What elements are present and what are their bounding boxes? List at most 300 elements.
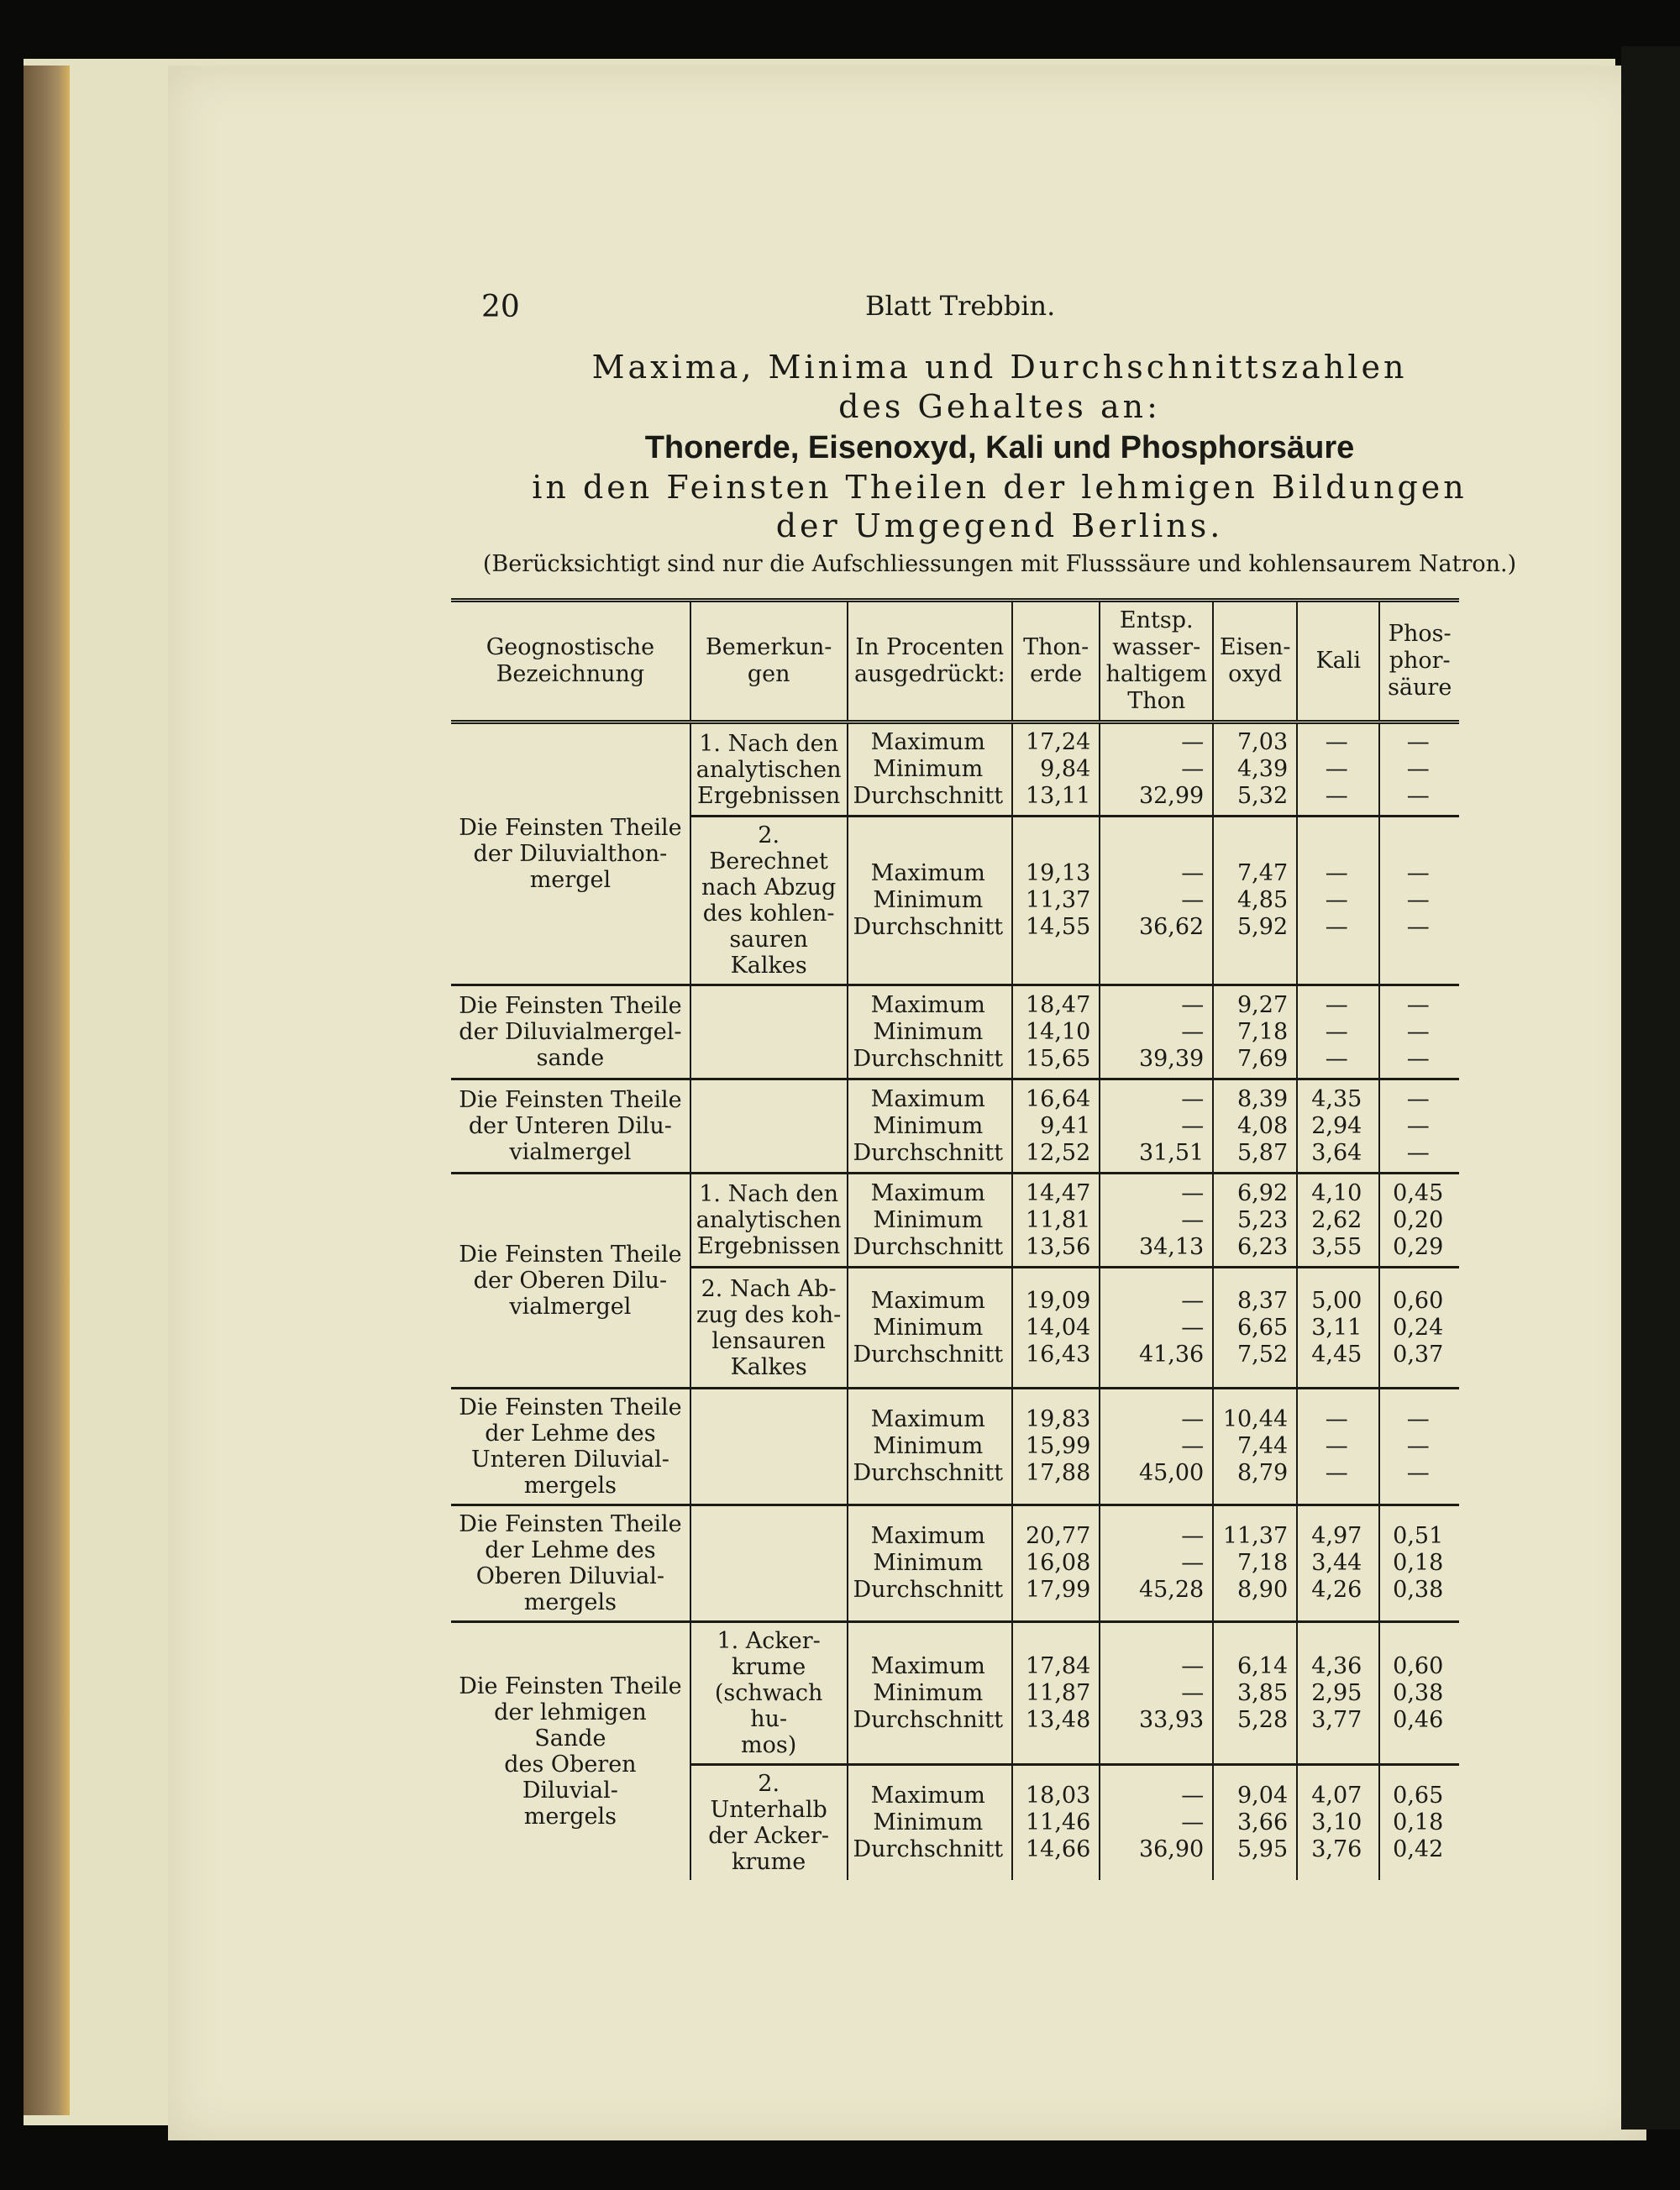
stat-labels-line: Minimum (873, 1314, 984, 1341)
value-kali-line: 3,55 (1311, 1233, 1362, 1260)
header-geognostische-bezeichnung (451, 601, 690, 722)
value-kali-line: — (1325, 783, 1348, 809)
value-eisen-line: 7,44 (1237, 1433, 1289, 1459)
geognostic-name-line: der Diluvialthon- (473, 841, 668, 867)
value-kali-line: 4,07 (1311, 1783, 1362, 1809)
value-phos-line: 0,24 (1393, 1314, 1444, 1341)
stat-labels-line: Maximum (870, 1523, 985, 1549)
remark-cell-line: 2. Berechnet (709, 822, 828, 874)
value-thon-line: — (1181, 887, 1205, 913)
value-eisen-line: 4,08 (1237, 1112, 1289, 1139)
remark-cell (690, 1622, 848, 1765)
value-kali-line: — (1325, 729, 1348, 755)
value-thonerde-line: 17,84 (1025, 1652, 1091, 1679)
geognostic-name-line: der Lehme des (485, 1421, 656, 1447)
header-bemerkungen-line: gen (747, 661, 790, 687)
stat-labels-line: Durchschnitt (853, 1233, 1004, 1260)
value-phos-line: — (1406, 756, 1430, 782)
geognostic-name-line: der Diluvialmergel- (459, 1019, 682, 1045)
value-kali-line: 4,26 (1311, 1577, 1362, 1603)
value-kali-line: 3,77 (1311, 1706, 1362, 1733)
geognostic-name-line: Die Feinsten Theile (459, 1394, 682, 1421)
value-thon-line: — (1181, 1287, 1205, 1314)
value-thon-line: 36,62 (1138, 914, 1205, 940)
value-thon (1100, 1765, 1213, 1881)
value-kali-line: 2,62 (1311, 1206, 1362, 1233)
geognostic-name-line: Die Feinsten Theile (459, 815, 682, 841)
header-bemerkungen-line: Bemerkun- (705, 634, 832, 660)
value-kali-line: 4,97 (1311, 1523, 1362, 1549)
remark-cell (690, 1505, 848, 1622)
remark-cell-line: 2. Nach Ab- (701, 1275, 837, 1302)
geognostic-name (451, 1505, 690, 1622)
geognostic-name-line: der Oberen Dilu- (473, 1268, 668, 1294)
header-phosphorsaeure-line: säure (1388, 675, 1452, 701)
stat-labels-line: Maximum (870, 729, 985, 755)
stat-labels (848, 1622, 1013, 1765)
value-phos-line: — (1406, 729, 1430, 755)
value-thonerde (1012, 1505, 1100, 1622)
title-line-1: Maxima, Minima und Durchschnittszahlen (591, 349, 1408, 386)
stat-labels (848, 1389, 1013, 1505)
value-phos-line: 0,65 (1393, 1783, 1444, 1809)
value-thon-line: — (1181, 729, 1205, 755)
value-thon-line: — (1181, 1652, 1205, 1679)
value-thonerde-line: 16,08 (1025, 1550, 1091, 1576)
value-eisen-line: 3,85 (1237, 1679, 1289, 1706)
value-phos (1379, 1622, 1459, 1765)
value-thonerde (1012, 1268, 1100, 1389)
value-eisen-line: 11,37 (1222, 1523, 1289, 1549)
value-eisen-line: 8,39 (1237, 1085, 1289, 1112)
value-eisen (1213, 1174, 1297, 1268)
remark-cell-line: der Acker- (708, 1823, 830, 1849)
value-thon-line: — (1181, 1433, 1205, 1459)
value-thon-line: — (1181, 1523, 1205, 1549)
value-eisen-line: 7,03 (1237, 729, 1289, 755)
value-phos-line: — (1406, 991, 1430, 1018)
remark-cell-line: des kohlen- (702, 901, 835, 927)
value-kali (1297, 1765, 1379, 1881)
stat-labels-line: Durchschnitt (853, 1706, 1004, 1733)
geognostic-name-line: Oberen Diluvial- (475, 1563, 665, 1589)
value-phos-line: — (1406, 887, 1430, 913)
value-thonerde-line: 13,11 (1025, 783, 1091, 809)
header-entsp-wasserhaltigem-thon-line: wasser- (1112, 634, 1201, 660)
value-thonerde-line: 14,55 (1025, 914, 1091, 940)
value-eisen (1213, 817, 1297, 985)
value-eisen-line: 6,65 (1237, 1314, 1289, 1341)
value-kali (1297, 1174, 1379, 1268)
value-eisen (1213, 1765, 1297, 1881)
value-thon-line: — (1181, 1783, 1205, 1809)
header-eisenoxyd-line: Eisen- (1219, 634, 1291, 660)
stat-labels-line: Minimum (873, 1809, 984, 1836)
value-eisen (1213, 722, 1297, 817)
stat-labels-line: Durchschnitt (853, 1139, 1004, 1166)
geognostic-name-line: mergels (523, 1589, 617, 1615)
value-thon-line: — (1181, 1179, 1205, 1206)
geognostic-name-line: Die Feinsten Theile (459, 1511, 682, 1537)
remark-cell (690, 985, 848, 1079)
title-line-5: der Umgegend Berlins. (775, 507, 1224, 544)
geognostic-name-line: des Oberen Diluvial- (504, 1751, 637, 1804)
value-phos-line: 0,20 (1393, 1206, 1444, 1233)
value-thon-line: 33,93 (1138, 1706, 1205, 1733)
value-thonerde-line: 13,56 (1025, 1233, 1091, 1260)
header-bemerkungen (690, 601, 848, 722)
value-thon-line: 32,99 (1138, 783, 1205, 809)
table-body (451, 722, 1459, 1881)
remark-cell-line: analytischen (696, 1207, 842, 1233)
remark-cell-line: 1. Nach den (699, 730, 839, 757)
stat-labels-line: Maximum (870, 1652, 985, 1679)
geognostic-name-line: mergels (523, 1473, 617, 1499)
stat-labels (848, 1765, 1013, 1881)
value-thon-line: 34,13 (1138, 1233, 1205, 1260)
header-in-procenten-line: ausgedrückt: (853, 661, 1005, 687)
header-thonerde-line: erde (1030, 661, 1083, 687)
value-thonerde-line: 14,10 (1025, 1018, 1091, 1045)
remark-cell-line: sauren (729, 927, 808, 953)
value-eisen-line: 9,04 (1237, 1783, 1289, 1809)
remark-cell-line: Kalkes (730, 953, 807, 979)
value-thon (1100, 985, 1213, 1079)
remark-cell-line: zug des koh- (696, 1301, 842, 1328)
remark-cell-line: 2. Unterhalb (710, 1771, 827, 1823)
value-thonerde (1012, 1079, 1100, 1174)
stat-labels-line: Durchschnitt (853, 1836, 1004, 1862)
stat-labels (848, 722, 1013, 817)
stat-labels-line: Minimum (873, 756, 984, 782)
value-thon (1100, 1079, 1213, 1174)
header-kali (1297, 601, 1379, 722)
stat-labels-line: Durchschnitt (853, 1577, 1004, 1603)
stat-labels-line: Maximum (870, 991, 985, 1018)
value-phos-line: 0,46 (1393, 1706, 1444, 1733)
remark-cell (690, 1268, 848, 1389)
value-thonerde (1012, 985, 1100, 1079)
value-eisen (1213, 985, 1297, 1079)
stat-labels (848, 1079, 1013, 1174)
value-kali-line: — (1325, 1433, 1348, 1459)
value-thonerde-line: 19,09 (1025, 1287, 1091, 1314)
value-phos (1379, 1174, 1459, 1268)
value-thon (1100, 1174, 1213, 1268)
remark-cell-line: mos) (741, 1732, 797, 1758)
value-eisen-line: 7,69 (1237, 1045, 1289, 1072)
table-row (451, 722, 1459, 817)
value-phos (1379, 1268, 1459, 1389)
stat-labels-line: Minimum (873, 1018, 984, 1045)
title-line-4: in den Feinsten Theilen der lehmigen Bildungen (532, 469, 1467, 506)
table-row (451, 1079, 1459, 1174)
geognostic-name-line: vialmergel (509, 1139, 632, 1165)
header-thonerde (1012, 601, 1100, 722)
value-kali-line: 2,95 (1311, 1679, 1362, 1706)
value-kali-line: 3,44 (1311, 1550, 1362, 1576)
value-phos-line: — (1406, 914, 1430, 940)
remark-cell-line: nach Abzug (701, 874, 837, 901)
value-thon-line: 45,28 (1138, 1577, 1205, 1603)
stat-labels-line: Maximum (870, 1287, 985, 1314)
value-thonerde-line: 20,77 (1025, 1523, 1091, 1549)
value-eisen-line: 9,27 (1237, 991, 1289, 1018)
value-thonerde-line: 11,81 (1025, 1206, 1091, 1233)
value-phos-line: — (1406, 860, 1430, 886)
header-in-procenten (848, 601, 1013, 722)
stat-labels-line: Durchschnitt (853, 1045, 1004, 1072)
value-phos-line: — (1406, 1045, 1430, 1072)
geognostic-name-line: der Unteren Dilu- (468, 1113, 672, 1139)
value-phos-line: — (1406, 1433, 1430, 1459)
geognostic-name (451, 1079, 690, 1174)
value-phos-line: 0,18 (1393, 1809, 1444, 1836)
geognostic-name (451, 985, 690, 1079)
value-kali (1297, 817, 1379, 985)
value-phos-line: — (1406, 1085, 1430, 1112)
value-eisen-line: 5,23 (1237, 1206, 1289, 1233)
value-phos-line: 0,60 (1393, 1652, 1444, 1679)
value-thonerde-line: 9,41 (1040, 1112, 1091, 1139)
value-kali-line: — (1325, 1045, 1348, 1072)
value-kali-line: — (1325, 887, 1348, 913)
geognostic-name (451, 1389, 690, 1505)
value-thonerde-line: 14,66 (1025, 1836, 1091, 1862)
value-kali (1297, 1622, 1379, 1765)
value-phos-line: 0,37 (1393, 1341, 1444, 1368)
value-kali (1297, 985, 1379, 1079)
value-kali-line: — (1325, 991, 1348, 1018)
value-thon-line: 39,39 (1138, 1045, 1205, 1072)
value-kali (1297, 1505, 1379, 1622)
value-kali-line: 3,64 (1311, 1139, 1362, 1166)
value-kali-line: — (1325, 756, 1348, 782)
remark-cell (690, 1389, 848, 1505)
value-phos-line: 0,38 (1393, 1679, 1444, 1706)
geognostic-name-line: Die Feinsten Theile (459, 1242, 682, 1268)
value-thonerde-line: 15,99 (1025, 1433, 1091, 1459)
value-kali-line: 3,76 (1311, 1836, 1362, 1862)
value-thon (1100, 1389, 1213, 1505)
value-thonerde-line: 13,48 (1025, 1706, 1091, 1733)
value-kali (1297, 1079, 1379, 1174)
stat-labels-line: Minimum (873, 1112, 984, 1139)
value-thonerde (1012, 722, 1100, 817)
header-geognostische-bezeichnung-line: Bezeichnung (496, 661, 645, 687)
header-entsp-wasserhaltigem-thon (1100, 601, 1213, 722)
remark-cell-line: 1. Nach den (699, 1181, 839, 1207)
value-kali-line: 3,11 (1311, 1314, 1362, 1341)
value-thonerde (1012, 1389, 1100, 1505)
header-eisenoxyd-line: oxyd (1228, 661, 1283, 687)
stat-labels (848, 1505, 1013, 1622)
value-kali-line: 3,10 (1311, 1809, 1362, 1836)
value-eisen-line: 5,95 (1237, 1836, 1289, 1862)
value-thon-line: 31,51 (1138, 1139, 1205, 1166)
value-thon-line: 41,36 (1138, 1341, 1205, 1368)
value-eisen-line: 6,23 (1237, 1233, 1289, 1260)
title-line-2: des Gehaltes an: (838, 388, 1161, 425)
stat-labels-line: Durchschnitt (853, 1341, 1004, 1368)
remark-cell-line: analytischen (696, 756, 842, 783)
value-phos-line: — (1406, 1139, 1430, 1166)
page-number: 20 (481, 290, 520, 324)
header-entsp-wasserhaltigem-thon-line: Thon (1127, 688, 1186, 714)
value-phos-line: 0,51 (1393, 1523, 1444, 1549)
value-thonerde-line: 14,47 (1025, 1179, 1091, 1206)
value-kali-line: 2,94 (1311, 1112, 1362, 1139)
value-thon-line: — (1181, 1314, 1205, 1341)
stat-labels-line: Maximum (870, 1179, 985, 1206)
value-thon-line: 36,90 (1138, 1836, 1205, 1862)
header-phosphorsaeure-line: Phos- (1388, 621, 1452, 647)
value-thonerde (1012, 1174, 1100, 1268)
header-phosphorsaeure (1379, 601, 1459, 722)
value-eisen-line: 5,87 (1237, 1139, 1289, 1166)
header-eisenoxyd (1213, 601, 1297, 722)
value-kali-line: 4,45 (1311, 1341, 1362, 1368)
remark-cell-line: Ergebnissen (697, 1233, 841, 1259)
header-phosphorsaeure-line: phor- (1389, 648, 1451, 674)
value-thonerde-line: 15,65 (1025, 1045, 1091, 1072)
value-phos-line: 0,60 (1393, 1287, 1444, 1314)
geognostic-name-line: mergel (529, 867, 612, 893)
remark-cell-line: krume (732, 1849, 806, 1875)
value-thonerde-line: 17,24 (1025, 729, 1091, 755)
value-thon (1100, 1622, 1213, 1765)
value-thon-line: — (1181, 1018, 1205, 1045)
value-phos-line: 0,18 (1393, 1550, 1444, 1576)
value-thon (1100, 817, 1213, 985)
remark-cell (690, 722, 848, 817)
value-thonerde-line: 16,43 (1025, 1341, 1091, 1368)
geognostic-name-line: sande (536, 1045, 605, 1071)
table-row (451, 1389, 1459, 1505)
value-thonerde-line: 19,13 (1025, 860, 1091, 886)
value-kali-line: 4,36 (1311, 1652, 1362, 1679)
title-note: (Berücksichtigt sind nur die Aufschliessungen mit Flusssäure und kohlensaurem Natron.) (482, 551, 1517, 577)
header-entsp-wasserhaltigem-thon-line: Entsp. (1119, 607, 1194, 633)
value-eisen-line: 8,37 (1237, 1287, 1289, 1314)
value-thon-line: — (1181, 991, 1205, 1018)
value-kali-line: — (1325, 1406, 1348, 1432)
value-thonerde-line: 9,84 (1040, 756, 1091, 782)
header-thonerde-line: Thon- (1023, 634, 1089, 660)
table-row (451, 1174, 1459, 1268)
value-kali-line: — (1325, 1460, 1348, 1486)
value-phos (1379, 722, 1459, 817)
value-phos (1379, 1079, 1459, 1174)
value-kali (1297, 1268, 1379, 1389)
remark-cell (690, 1174, 848, 1268)
header-in-procenten-line: In Procenten (855, 634, 1005, 660)
value-thon-line: — (1181, 1550, 1205, 1576)
value-eisen (1213, 1505, 1297, 1622)
value-kali-line: 5,00 (1311, 1287, 1362, 1314)
value-phos-line: — (1406, 783, 1430, 809)
value-thonerde (1012, 1765, 1100, 1881)
stat-labels-line: Durchschnitt (853, 1460, 1004, 1486)
stat-labels-line: Minimum (873, 1679, 984, 1706)
stat-labels-line: Minimum (873, 1433, 984, 1459)
value-phos-line: 0,38 (1393, 1577, 1444, 1603)
value-thonerde-line: 11,37 (1025, 887, 1091, 913)
stat-labels (848, 1174, 1013, 1268)
stat-labels-line: Maximum (870, 860, 985, 886)
remark-cell-line: Kalkes (730, 1353, 807, 1380)
header-entsp-wasserhaltigem-thon-line: haltigem (1105, 661, 1207, 687)
value-eisen-line: 8,90 (1237, 1577, 1289, 1603)
stat-labels (848, 985, 1013, 1079)
remark-cell-line: (schwach hu- (714, 1680, 823, 1732)
geognostic-name (451, 1174, 690, 1389)
geognostic-name-line: vialmergel (509, 1294, 632, 1320)
remark-cell-line: Ergebnissen (697, 782, 841, 809)
value-eisen-line: 7,18 (1237, 1550, 1289, 1576)
value-thon-line: — (1181, 1679, 1205, 1706)
remark-cell (690, 1079, 848, 1174)
stat-labels-line: Minimum (873, 1206, 984, 1233)
stat-labels-line: Durchschnitt (853, 783, 1004, 809)
stat-labels-line: Minimum (873, 887, 984, 913)
value-kali-line: — (1325, 914, 1348, 940)
value-eisen-line: 7,18 (1237, 1018, 1289, 1045)
geognostic-name-line: Die Feinsten Theile (459, 993, 682, 1019)
gutter-shadow (1621, 46, 1680, 2130)
value-kali-line: — (1325, 1018, 1348, 1045)
stat-labels-line: Maximum (870, 1085, 985, 1112)
remark-cell-line: krume (732, 1654, 806, 1680)
running-title: Blatt Trebbin. (865, 290, 1056, 322)
value-phos (1379, 985, 1459, 1079)
value-thonerde-line: 16,64 (1025, 1085, 1091, 1112)
value-phos (1379, 1389, 1459, 1505)
value-eisen-line: 4,85 (1237, 887, 1289, 913)
value-eisen-line: 3,66 (1237, 1809, 1289, 1836)
value-thon (1100, 1505, 1213, 1622)
value-thon-line: — (1181, 1809, 1205, 1836)
value-thonerde-line: 19,83 (1025, 1406, 1091, 1432)
value-eisen (1213, 1268, 1297, 1389)
value-thonerde-line: 14,04 (1025, 1314, 1091, 1341)
value-kali (1297, 722, 1379, 817)
table-row (451, 985, 1459, 1079)
value-eisen-line: 10,44 (1222, 1406, 1289, 1432)
value-eisen-line: 7,47 (1237, 860, 1289, 886)
value-thonerde-line: 11,87 (1025, 1679, 1091, 1706)
value-kali-line: 4,35 (1311, 1085, 1362, 1112)
stat-labels-line: Maximum (870, 1783, 985, 1809)
value-eisen-line: 6,14 (1237, 1652, 1289, 1679)
remark-cell (690, 1765, 848, 1881)
value-thon-line: — (1181, 860, 1205, 886)
geognostic-name-line: Die Feinsten Theile (459, 1087, 682, 1113)
value-thon-line: — (1181, 1112, 1205, 1139)
value-thonerde-line: 17,88 (1025, 1460, 1091, 1486)
value-thonerde-line: 17,99 (1025, 1577, 1091, 1603)
remark-cell (690, 817, 848, 985)
value-thon (1100, 722, 1213, 817)
value-thonerde (1012, 817, 1100, 985)
value-phos-line: 0,42 (1393, 1836, 1444, 1862)
geognostic-name-line: der lehmigen Sande (494, 1699, 647, 1751)
geognostic-name (451, 722, 690, 985)
value-phos-line: — (1406, 1406, 1430, 1432)
value-thon-line: — (1181, 1085, 1205, 1112)
value-phos-line: 0,29 (1393, 1233, 1444, 1260)
value-phos (1379, 1765, 1459, 1881)
